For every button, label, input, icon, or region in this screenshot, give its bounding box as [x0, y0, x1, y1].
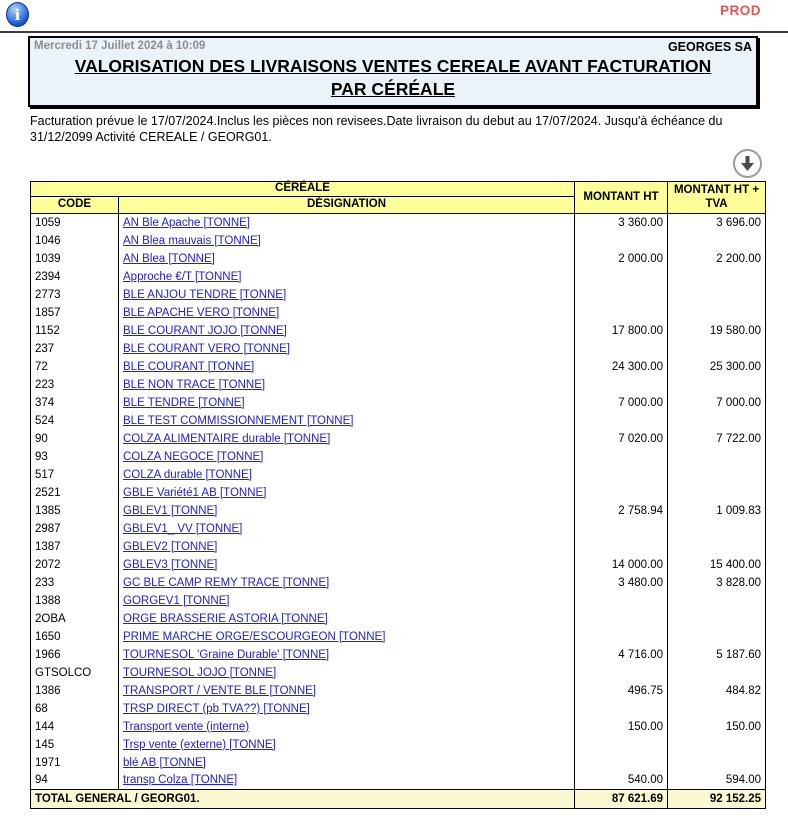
cereale-designation-cell	[119, 286, 575, 304]
montant-ht-tva-value	[668, 520, 766, 538]
montant-ht-value	[575, 376, 668, 394]
cereale-designation-cell	[119, 466, 575, 484]
montant-ht-value: 7 000.00	[575, 394, 668, 412]
montant-ht-value	[575, 520, 668, 538]
cereale-code: 1386	[31, 682, 119, 700]
montant-ht-value: 496.75	[575, 682, 668, 700]
table-row	[31, 718, 766, 736]
table-row	[31, 484, 766, 502]
montant-ht-value	[575, 754, 668, 772]
montant-ht-value	[575, 538, 668, 556]
table-row	[31, 736, 766, 754]
total-montant-ht: 87 621.69	[575, 790, 668, 809]
cereale-designation-cell	[119, 340, 575, 358]
montant-ht-tva-value: 594.00	[668, 772, 766, 790]
page-title-line2: PAR CÉRÉALE	[330, 78, 456, 99]
montant-ht-value	[575, 286, 668, 304]
cereale-designation-cell	[119, 358, 575, 376]
cereale-code: 72	[31, 358, 119, 376]
cereale-code: 374	[31, 394, 119, 412]
montant-ht-tva-value	[668, 232, 766, 250]
cereale-designation-link[interactable]: GORGEV1 [TONNE]	[123, 594, 230, 607]
cereale-designation-link[interactable]: GC BLE CAMP REMY TRACE [TONNE]	[123, 576, 330, 589]
cereale-designation-link[interactable]: AN Blea [TONNE]	[123, 252, 215, 265]
cereale-code: 1046	[31, 232, 119, 250]
cereale-designation-cell	[119, 772, 575, 790]
cereale-designation-cell	[119, 574, 575, 592]
total-row	[31, 790, 766, 809]
cereale-designation-cell	[119, 754, 575, 772]
cereale-designation-link[interactable]: COLZA NEGOCE [TONNE]	[123, 450, 264, 463]
cereale-designation-cell	[119, 268, 575, 286]
cereale-code: 237	[31, 340, 119, 358]
montant-ht-value	[575, 700, 668, 718]
table-row	[31, 268, 766, 286]
table-row	[31, 250, 766, 268]
table-row	[31, 538, 766, 556]
table-row	[31, 430, 766, 448]
cereale-code: 524	[31, 412, 119, 430]
total-label: TOTAL GENERAL / GEORG01.	[31, 790, 575, 809]
column-header-montant-ht-tva: MONTANT HT + TVA	[668, 182, 766, 214]
cereale-designation-cell	[119, 538, 575, 556]
table-row	[31, 664, 766, 682]
montant-ht-tva-value	[668, 412, 766, 430]
cereale-designation-link[interactable]: blé AB [TONNE]	[123, 756, 206, 769]
montant-ht-tva-value: 1 009.83	[668, 502, 766, 520]
cereale-code: 2987	[31, 520, 119, 538]
cereale-designation-link[interactable]: BLE APACHE VERO [TONNE]	[123, 306, 280, 319]
montant-ht-value: 150.00	[575, 718, 668, 736]
cereale-designation-link[interactable]: TOURNESOL JOJO [TONNE]	[123, 666, 277, 679]
montant-ht-tva-value	[668, 736, 766, 754]
cereale-code: 1971	[31, 754, 119, 772]
montant-ht-value	[575, 304, 668, 322]
montant-ht-value	[575, 466, 668, 484]
cereale-code: 2OBA	[31, 610, 119, 628]
table-row	[31, 502, 766, 520]
table-row	[31, 772, 766, 790]
montant-ht-tva-value: 7 722.00	[668, 430, 766, 448]
cereale-designation-cell	[119, 250, 575, 268]
cereale-valuation-table	[30, 181, 766, 809]
table-row	[31, 394, 766, 412]
cereale-designation-link[interactable]: AN Blea mauvais [TONNE]	[123, 234, 261, 247]
table-row	[31, 286, 766, 304]
montant-ht-tva-value	[668, 538, 766, 556]
montant-ht-value: 14 000.00	[575, 556, 668, 574]
cereale-code: 93	[31, 448, 119, 466]
cereale-designation-link[interactable]: TOURNESOL 'Graine Durable' [TONNE]	[123, 648, 330, 661]
cereale-designation-cell	[119, 412, 575, 430]
cereale-code: 2521	[31, 484, 119, 502]
cereale-designation-link[interactable]: TRSP DIRECT (pb TVA??) [TONNE]	[123, 702, 310, 715]
cereale-code: 1385	[31, 502, 119, 520]
cereale-designation-cell	[119, 628, 575, 646]
cereale-designation-cell	[119, 610, 575, 628]
cereale-designation-link[interactable]: COLZA durable [TONNE]	[123, 468, 252, 481]
cereale-designation-link[interactable]: BLE TENDRE [TONNE]	[123, 396, 245, 409]
cereale-designation-link[interactable]: Approche €/T [TONNE]	[123, 270, 242, 283]
cereale-designation-link[interactable]: BLE COURANT JOJO [TONNE]	[123, 324, 287, 337]
cereale-designation-link[interactable]: transp Colza [TONNE]	[123, 774, 238, 787]
montant-ht-value	[575, 592, 668, 610]
cereale-designation-link[interactable]: BLE ANJOU TENDRE [TONNE]	[123, 288, 287, 301]
table-row	[31, 700, 766, 718]
cereale-designation-cell	[119, 520, 575, 538]
cereale-code: 1966	[31, 646, 119, 664]
cereale-designation-link[interactable]: TRANSPORT / VENTE BLE [TONNE]	[123, 684, 316, 697]
cereale-designation-link[interactable]: COLZA ALIMENTAIRE durable [TONNE]	[123, 432, 331, 445]
report-header-meta	[30, 38, 756, 54]
cereale-code: 1152	[31, 322, 119, 340]
montant-ht-tva-value	[668, 340, 766, 358]
column-header-code: CODE	[31, 197, 119, 214]
table-row	[31, 628, 766, 646]
montant-ht-value: 3 480.00	[575, 574, 668, 592]
environment-badge: PROD	[719, 3, 761, 18]
cereale-code: 94	[31, 772, 119, 790]
report-datetime: Mercredi 17 Juillet 2024 à 10:09	[34, 40, 206, 52]
cereale-designation-link[interactable]: GBLEV2 [TONNE]	[123, 540, 218, 553]
cereale-designation-link[interactable]: AN Ble Apache [TONNE]	[123, 216, 250, 229]
cereale-designation-link[interactable]: ORGE BRASSERIE ASTORIA [TONNE]	[123, 612, 328, 625]
montant-ht-tva-value	[668, 700, 766, 718]
montant-ht-tva-value: 15 400.00	[668, 556, 766, 574]
montant-ht-value: 2 000.00	[575, 250, 668, 268]
montant-ht-tva-value: 3 828.00	[668, 574, 766, 592]
montant-ht-tva-value: 5 187.60	[668, 646, 766, 664]
cereale-designation-cell	[119, 700, 575, 718]
cereale-designation-cell	[119, 646, 575, 664]
montant-ht-tva-value: 19 580.00	[668, 322, 766, 340]
cereale-designation-link[interactable]: GBLEV3 [TONNE]	[123, 558, 218, 571]
cereale-code: 90	[31, 430, 119, 448]
montant-ht-value	[575, 628, 668, 646]
report-criteria-text: Facturation prévue le 17/07/2024.Inclus les pièces non revisees.Date livraison du debut au 17/07/2024. Jusqu'à échéance du 31/12/2099 Activité CEREALE / GEORG01.	[30, 114, 723, 144]
montant-ht-tva-value	[668, 448, 766, 466]
montant-ht-tva-value	[668, 610, 766, 628]
cereale-designation-link[interactable]: GBLEV1_ VV [TONNE]	[123, 522, 243, 535]
cereale-designation-cell	[119, 448, 575, 466]
column-header-designation: DÉSIGNATION	[119, 197, 575, 214]
table-row	[31, 322, 766, 340]
table-row	[31, 574, 766, 592]
montant-ht-value: 540.00	[575, 772, 668, 790]
cereale-designation-cell	[119, 736, 575, 754]
montant-ht-tva-value: 150.00	[668, 718, 766, 736]
total-montant-ht-tva: 92 152.25	[668, 790, 766, 809]
cereale-designation-cell	[119, 682, 575, 700]
cereale-code: 1387	[31, 538, 119, 556]
cereale-code: 2072	[31, 556, 119, 574]
montant-ht-value	[575, 736, 668, 754]
montant-ht-tva-value: 2 200.00	[668, 250, 766, 268]
table-row	[31, 556, 766, 574]
cereale-designation-cell	[119, 664, 575, 682]
report-header-box	[28, 36, 758, 107]
cereale-code: 2773	[31, 286, 119, 304]
cereale-code: 1388	[31, 592, 119, 610]
montant-ht-value	[575, 232, 668, 250]
montant-ht-value: 3 360.00	[575, 214, 668, 232]
info-icon[interactable]	[6, 2, 29, 27]
cereale-designation-cell	[119, 430, 575, 448]
montant-ht-tva-value	[668, 376, 766, 394]
cereale-code: 517	[31, 466, 119, 484]
info-icon-glyph: i	[14, 5, 21, 24]
montant-ht-value: 2 758.94	[575, 502, 668, 520]
down-arrow-glyph	[740, 155, 755, 172]
montant-ht-value	[575, 412, 668, 430]
company-name: GEORGES SA	[667, 40, 752, 54]
montant-ht-tva-value	[668, 664, 766, 682]
montant-ht-tva-value	[668, 268, 766, 286]
cereale-code: 2394	[31, 268, 119, 286]
cereale-designation-link[interactable]: BLE COURANT [TONNE]	[123, 360, 255, 373]
montant-ht-tva-value: 484.82	[668, 682, 766, 700]
cereale-code: 1857	[31, 304, 119, 322]
montant-ht-value	[575, 268, 668, 286]
montant-ht-tva-value	[668, 754, 766, 772]
page-title-line1: VALORISATION DES LIVRAISONS VENTES CEREALE AVANT FACTURATION	[74, 56, 712, 76]
table-row	[31, 754, 766, 772]
table-row	[31, 214, 766, 232]
cereale-designation-link[interactable]: BLE COURANT VERO [TONNE]	[123, 342, 290, 355]
montant-ht-tva-value	[668, 286, 766, 304]
cereale-designation-cell	[119, 484, 575, 502]
cereale-designation-cell	[119, 232, 575, 250]
cereale-designation-link[interactable]: GBLEV1 [TONNE]	[123, 504, 218, 517]
cereale-code: 144	[31, 718, 119, 736]
cereale-code: 68	[31, 700, 119, 718]
montant-ht-value	[575, 340, 668, 358]
montant-ht-tva-value	[668, 304, 766, 322]
cereale-designation-cell	[119, 376, 575, 394]
cereale-designation-cell	[119, 214, 575, 232]
page-title	[30, 55, 756, 101]
table-row	[31, 376, 766, 394]
cereale-designation-link[interactable]: Trsp vente (externe) [TONNE]	[123, 738, 276, 751]
montant-ht-value	[575, 610, 668, 628]
table-row	[31, 412, 766, 430]
cereale-code: GTSOLCO	[31, 664, 119, 682]
table-row	[31, 610, 766, 628]
cereale-designation-link[interactable]: BLE NON TRACE [TONNE]	[123, 378, 266, 391]
table-row	[31, 520, 766, 538]
montant-ht-tva-value: 3 696.00	[668, 214, 766, 232]
table-row	[31, 232, 766, 250]
montant-ht-value	[575, 664, 668, 682]
cereale-designation-cell	[119, 304, 575, 322]
table-row	[31, 466, 766, 484]
table-row	[31, 358, 766, 376]
table-row	[31, 646, 766, 664]
montant-ht-value: 24 300.00	[575, 358, 668, 376]
cereale-designation-cell	[119, 718, 575, 736]
table-row	[31, 448, 766, 466]
montant-ht-value	[575, 448, 668, 466]
montant-ht-value: 17 800.00	[575, 322, 668, 340]
montant-ht-tva-value	[668, 484, 766, 502]
table-row	[31, 340, 766, 358]
cereale-designation-link[interactable]: Transport vente (interne)	[123, 720, 250, 733]
montant-ht-value: 4 716.00	[575, 646, 668, 664]
montant-ht-tva-value	[668, 628, 766, 646]
cereale-designation-cell	[119, 592, 575, 610]
montant-ht-value: 7 020.00	[575, 430, 668, 448]
cereale-code: 145	[31, 736, 119, 754]
cereale-designation-cell	[119, 394, 575, 412]
cereale-code: 233	[31, 574, 119, 592]
montant-ht-tva-value: 7 000.00	[668, 394, 766, 412]
table-row	[31, 682, 766, 700]
cereale-designation-link[interactable]: BLE TEST COMMISSIONNEMENT [TONNE]	[123, 414, 354, 427]
montant-ht-tva-value: 25 300.00	[668, 358, 766, 376]
top-divider	[0, 31, 788, 33]
cereale-designation-link[interactable]: PRIME MARCHE ORGE/ESCOURGEON [TONNE]	[123, 630, 386, 643]
montant-ht-tva-value	[668, 466, 766, 484]
column-header-cereale: CÉRÉALE	[31, 182, 575, 197]
cereale-code: 223	[31, 376, 119, 394]
cereale-code: 1650	[31, 628, 119, 646]
table-row	[31, 592, 766, 610]
cereale-designation-cell	[119, 502, 575, 520]
cereale-designation-link[interactable]: GBLE Variété1 AB [TONNE]	[123, 486, 267, 499]
cereale-code: 1039	[31, 250, 119, 268]
table-row	[31, 304, 766, 322]
cereale-code: 1059	[31, 214, 119, 232]
montant-ht-tva-value	[668, 592, 766, 610]
cereale-designation-cell	[119, 556, 575, 574]
montant-ht-value	[575, 484, 668, 502]
download-icon[interactable]	[733, 149, 762, 178]
column-header-montant-ht: MONTANT HT	[575, 182, 668, 214]
cereale-designation-cell	[119, 322, 575, 340]
